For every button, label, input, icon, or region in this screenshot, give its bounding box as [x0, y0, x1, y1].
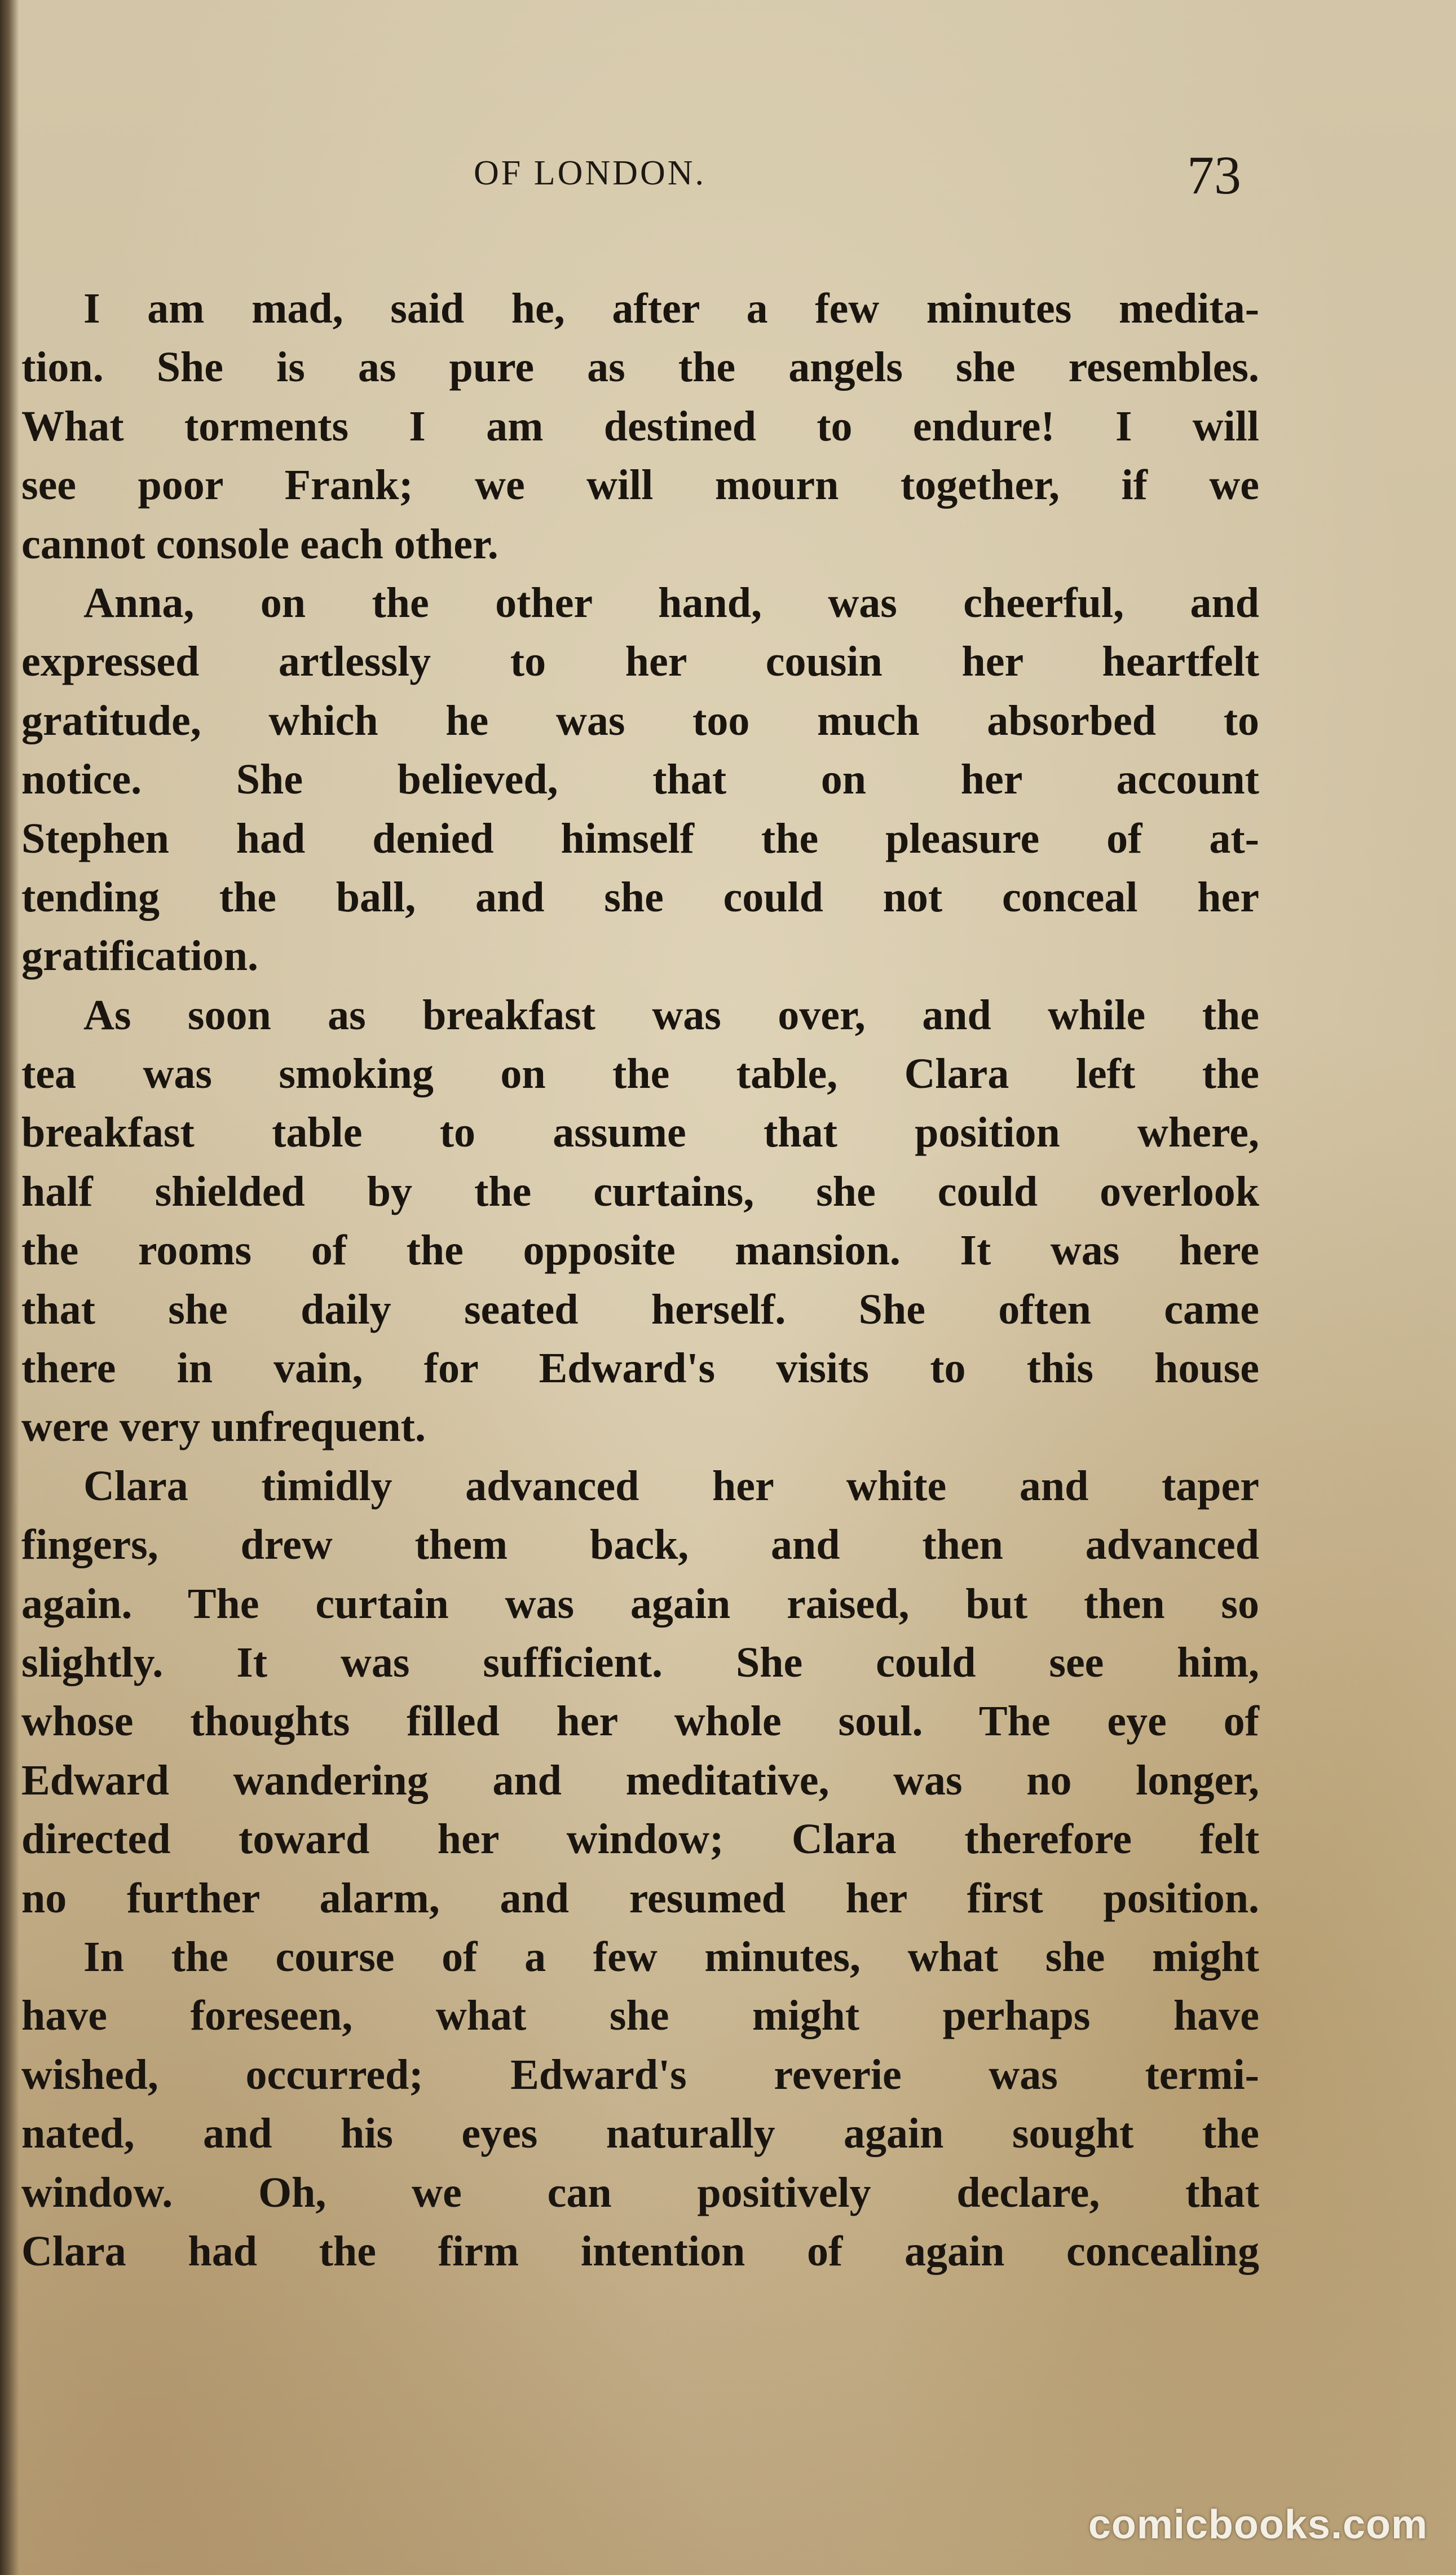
text-line: have foreseen, what she might perhaps have: [21, 1992, 1259, 2040]
text-line: expressed artlessly to her cousin her heartfelt: [21, 638, 1259, 686]
text-line: window. Oh, we can positively declare, that: [21, 2168, 1259, 2216]
text-line: whose thoughts filled her whole soul. The eye of: [21, 1697, 1259, 1745]
text-line: slightly. It was sufficient. She could see him,: [21, 1638, 1259, 1686]
text-line: tion. She is as pure as the angels she resembles.: [21, 343, 1259, 391]
running-head: OF LONDON.: [474, 154, 706, 192]
text-line: notice. She believed, that on her account: [21, 756, 1259, 804]
text-line: fingers, drew them back, and then advanced: [21, 1521, 1259, 1569]
text-line: that she daily seated herself. She often came: [21, 1285, 1259, 1333]
text-line: tea was smoking on the table, Clara left the: [21, 1050, 1259, 1098]
text-line: gratitude, which he was too much absorbed to: [21, 696, 1259, 744]
text-line: cannot console each other.: [21, 520, 498, 568]
text-line: Clara timidly advanced her white and taper: [83, 1462, 1259, 1510]
text-line: directed toward her window; Clara therefore felt: [21, 1815, 1259, 1863]
binding-edge: [0, 0, 19, 2575]
text-line: gratification.: [21, 932, 259, 980]
text-line: there in vain, for Edward's visits to this house: [21, 1344, 1259, 1392]
text-line: What torments I am destined to endure! I will: [21, 402, 1259, 450]
text-line: In the course of a few minutes, what she might: [83, 1933, 1259, 1981]
text-line: As soon as breakfast was over, and while the: [83, 991, 1259, 1039]
page-number: 73: [1187, 145, 1241, 205]
text-line: see poor Frank; we will mourn together, if we: [21, 461, 1259, 509]
text-line: Edward wandering and meditative, was no longer,: [21, 1756, 1259, 1804]
watermark: comicbooks.com: [1088, 2502, 1428, 2547]
text-line: no further alarm, and resumed her first position.: [21, 1874, 1259, 1922]
text-line: the rooms of the opposite mansion. It was here: [21, 1227, 1259, 1275]
text-line: were very unfrequent.: [21, 1403, 426, 1451]
body-text: [21, 279, 1259, 2281]
text-line: breakfast table to assume that position where,: [21, 1109, 1259, 1157]
text-line: wished, occurred; Edward's reverie was termi-: [21, 2051, 1259, 2098]
text-line: Stephen had denied himself the pleasure of at-: [21, 814, 1259, 862]
text-line: nated, and his eyes naturally again sought the: [21, 2110, 1259, 2158]
text-line: tending the ball, and she could not conceal her: [21, 873, 1259, 921]
text-line: Anna, on the other hand, was cheerful, and: [83, 579, 1259, 627]
text-line: again. The curtain was again raised, but then so: [21, 1580, 1259, 1628]
text-line: half shielded by the curtains, she could overlook: [21, 1167, 1259, 1215]
text-line: Clara had the firm intention of again concealing: [21, 2227, 1259, 2275]
text-line: I am mad, said he, after a few minutes medita-: [83, 285, 1259, 332]
